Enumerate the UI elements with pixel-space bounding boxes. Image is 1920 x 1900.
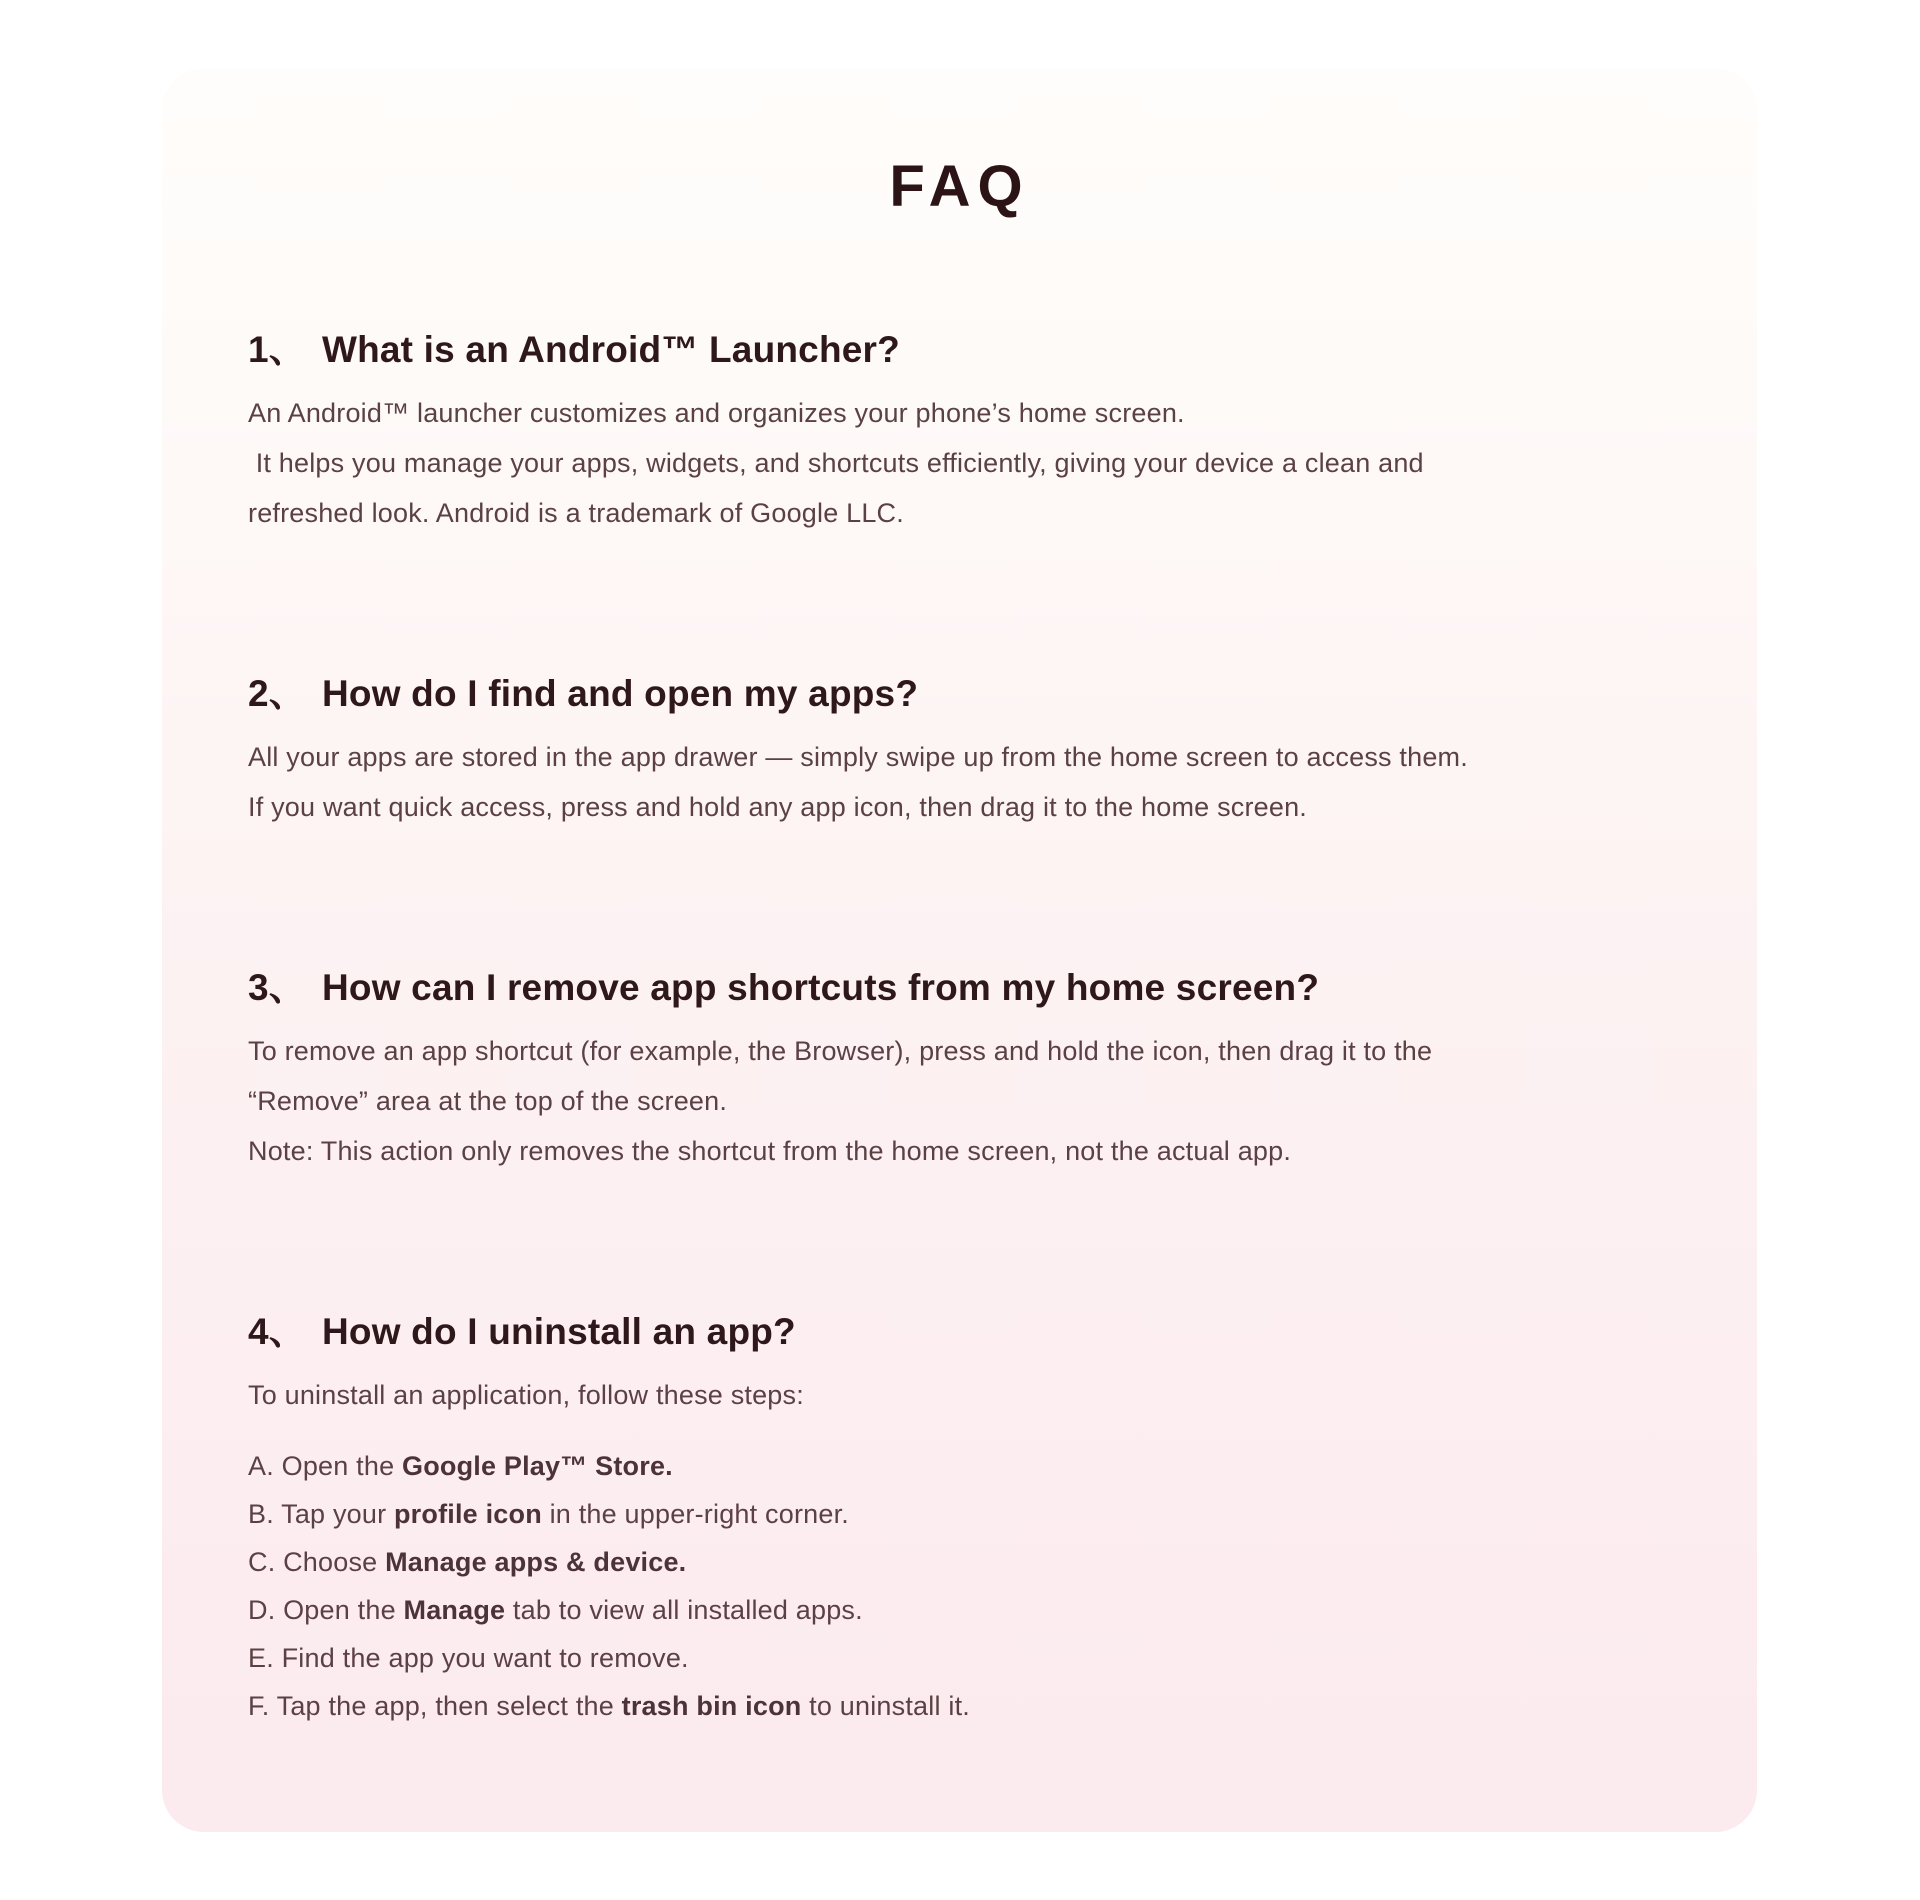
faq-card bbox=[162, 68, 1757, 1832]
question-4-text: How do I uninstall an app? bbox=[321, 1311, 796, 1352]
answer-1-line-2: It helps you manage your apps, widgets, and shortcuts efficiently, giving your device a clean and bbox=[248, 448, 1424, 478]
step-a-bold: Google Play™ Store. bbox=[402, 1451, 673, 1481]
answer-1 bbox=[248, 388, 1671, 538]
answer-3-line-2: “Remove” area at the top of the screen. bbox=[248, 1086, 728, 1116]
question-3-text: How can I remove app shortcuts from my home screen? bbox=[321, 967, 1320, 1008]
step-a-pre: A. Open the bbox=[248, 1451, 402, 1481]
faq-section-3 bbox=[248, 964, 1671, 1176]
question-1-text: What is an Android™ Launcher? bbox=[321, 329, 900, 370]
uninstall-steps-list bbox=[248, 1442, 1671, 1730]
uninstall-step-d bbox=[248, 1586, 1671, 1634]
step-e-pre: E. Find the app you want to remove. bbox=[248, 1643, 689, 1673]
question-3-number: 3、 bbox=[248, 967, 306, 1008]
question-2-number: 2、 bbox=[248, 673, 306, 714]
question-2-heading bbox=[248, 670, 1671, 718]
question-4-number: 4、 bbox=[248, 1311, 306, 1352]
step-d-post: tab to view all installed apps. bbox=[505, 1595, 863, 1625]
uninstall-step-a bbox=[248, 1442, 1671, 1490]
faq-section-4 bbox=[248, 1308, 1671, 1730]
step-b-post: in the upper-right corner. bbox=[541, 1499, 849, 1529]
page-title: FAQ bbox=[889, 154, 1030, 219]
step-f-post: to uninstall it. bbox=[801, 1691, 970, 1721]
step-c-bold: Manage apps & device. bbox=[385, 1547, 687, 1577]
step-f-bold: trash bin icon bbox=[621, 1691, 802, 1721]
question-4-heading bbox=[248, 1308, 1671, 1356]
answer-2-line-1: All your apps are stored in the app drawer — simply swipe up from the home screen to access them. bbox=[248, 742, 1468, 772]
faq-section-2 bbox=[248, 670, 1671, 832]
answer-1-line-1: An Android™ launcher customizes and organizes your phone’s home screen. bbox=[248, 398, 1185, 428]
question-1-number: 1、 bbox=[248, 329, 306, 370]
answer-4-intro bbox=[248, 1370, 1671, 1420]
step-b-pre: B. Tap your bbox=[248, 1499, 394, 1529]
step-b-bold: profile icon bbox=[393, 1499, 542, 1529]
answer-1-line-3: refreshed look. Android is a trademark of Google LLC. bbox=[248, 498, 904, 528]
answer-3-line-3: Note: This action only removes the shortcut from the home screen, not the actual app. bbox=[248, 1136, 1292, 1166]
answer-3-line-1: To remove an app shortcut (for example, the Browser), press and hold the icon, then drag it to the bbox=[248, 1036, 1433, 1066]
faq-section-1 bbox=[248, 326, 1671, 538]
answer-2 bbox=[248, 732, 1671, 832]
answer-4-intro-line: To uninstall an application, follow these steps: bbox=[248, 1380, 804, 1410]
step-f-pre: F. Tap the app, then select the bbox=[248, 1691, 622, 1721]
uninstall-step-c bbox=[248, 1538, 1671, 1586]
step-d-bold: Manage bbox=[403, 1595, 506, 1625]
question-3-heading bbox=[248, 964, 1671, 1012]
step-c-pre: C. Choose bbox=[248, 1547, 386, 1577]
question-2-text: How do I find and open my apps? bbox=[321, 673, 919, 714]
step-d-pre: D. Open the bbox=[248, 1595, 404, 1625]
answer-3 bbox=[248, 1026, 1671, 1176]
answer-2-line-2: If you want quick access, press and hold any app icon, then drag it to the home screen. bbox=[248, 792, 1308, 822]
question-1-heading bbox=[248, 326, 1671, 374]
uninstall-step-f bbox=[248, 1682, 1671, 1730]
uninstall-step-b bbox=[248, 1490, 1671, 1538]
uninstall-step-e bbox=[248, 1634, 1671, 1682]
